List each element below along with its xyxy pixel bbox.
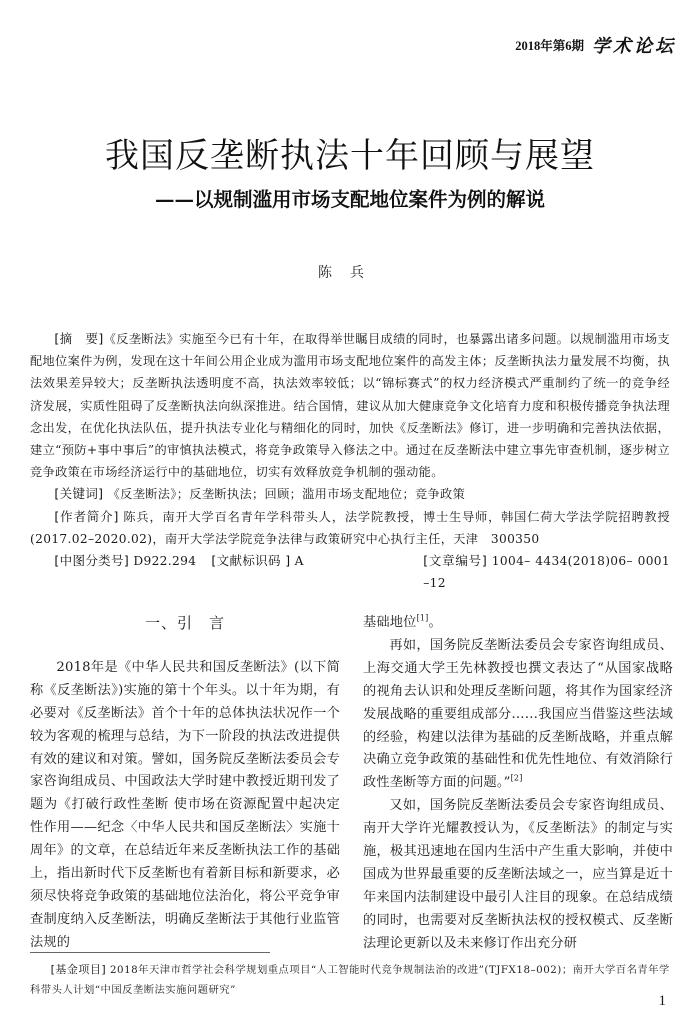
section-heading: 一、引 言 — [144, 614, 225, 632]
clc-value: D922.294 — [133, 554, 197, 569]
article-number-value: 1004– 4434(2018)06– 0001 –12 — [423, 554, 671, 591]
footnote — [30, 960, 670, 1000]
author-bio — [30, 506, 670, 550]
abstract — [30, 328, 670, 483]
continued-text-end: 。 — [428, 615, 442, 630]
funding-note — [30, 960, 670, 1000]
body-paragraph-continued — [363, 612, 673, 635]
funding-label: [基金项目] — [50, 963, 107, 976]
paragraph-text: 再如，国务院反垄断法委员会专家咨询组成员、上海交通大学王先林教授也撰文表达了“从国家战略的视角去认识和处理反垄断问题，将其作为国家经济发展战略的重要组成部分……我国应当借鉴这些法域的经验，构建以法律为基础的反垄断战略，并重点解决确立竞争政策的基础性和优先性地位、有效消除行政性垄断等方面的问题。” — [363, 637, 673, 791]
clc-label: [中图分类号] — [54, 553, 130, 569]
author-name: 陈兵 — [318, 265, 382, 281]
abstract-text: 《反垄断法》实施至今已有十年，在取得举世瞩目成绩的同时，也暴露出诸多问题。以规制滥用市场支配地位案件为例，发现在这十年间公用企业成为滥用市场支配地位案件的高发主体；反垄断执法力量发展不均衡，执法效果差异较大；反垄断执法透明度不高，执法效率较低；以“锦标赛式”的权力经济模式严重制约了统一的竞争经济发展，实质性阻碍了反垄断执法向纵深推进。结合国情，建议从加大健康竞争文化培育力度和积极传播竞争执法理念出发，在优化执法队伍，提升执法专业化与精细化的同时，加快《反垄断法》修订，进一步明确和完善执法依据，建立“预防+事中事后”的审慎执法模式，将竞争政策导入修法之中。通过在反垄断法中建立事先审查机制，逐步树立竞争政策在市场经济运行中的基础地位，切实有效释放竞争机制的强动能。 — [30, 332, 670, 480]
body-column-right — [363, 612, 673, 956]
continued-text: 基础地位 — [363, 615, 417, 630]
footnote-divider — [30, 952, 270, 953]
classification-row — [54, 550, 670, 594]
author-bio-label: [作者简介] — [54, 508, 119, 524]
clc-code — [54, 550, 211, 594]
body-paragraph: 又如，国务院反垄断法委员会专家咨询组成员、南开大学许光耀教授认为，《反垄断法》的制定与实施，极其迅速地在国内生活中产生重大影响，并使中国成为世界最重要的反垄断法域之一，应当算是近十年来国内法制建设中最引人注目的现象。在总结成绩的同时，也需要对反垄断执法权的授权模式、反垄断法理论更新以及未来修订作出充分研 — [363, 798, 673, 951]
document-code-value: A — [294, 554, 304, 569]
body-column-left — [30, 612, 340, 955]
keywords — [30, 483, 670, 505]
body-paragraph — [363, 635, 673, 795]
document-code-label: [文献标识码 ] — [211, 553, 291, 569]
funding-text: 2018年天津市哲学社会科学规划重点项目“人工智能时代竞争规制法治的改进”(TJFX18–002)；南开大学百名青年学科带头人计划“中国反垄断法实施问题研究” — [30, 964, 670, 996]
article-subtitle: ——以规制滥用市场支配地位案件为例的解说 — [154, 188, 545, 211]
body-paragraph: 2018年是《中华人民共和国反垄断法》(以下简称《反垄断法》)实施的第十个年头。以十年为期，有必要对《反垄断法》首个十年的总体执法状况作一个较为客观的梳理与总结，为下一阶段的执法改进提供有效的建议和对策。譬如，国务院反垄断法委员会专家咨询组成员、中国政法大学时建中教授近期刊发了题为《打破行政性垄断 使市场在资源配置中起决定性作用——纪念〈中华人民共和国反垄断法〉实施十周年》的文章，在总结近年来反垄断执法工作的基础上，指出新时代下反垄断也有着新目标和新要求，必须尽快将竞争政策的基础地位法治化，将公平竞争审查制度纳入反垄断法，明确反垄断法于其他行业监管法规的 — [30, 659, 340, 950]
abstract-label: [摘 要] — [54, 331, 104, 346]
issue-number: 2018年第6期 — [515, 39, 584, 53]
citation-ref: [2] — [510, 773, 523, 783]
article-title: 我国反垄断执法十年回顾与展望 — [105, 136, 595, 176]
keywords-label: [关键词] — [54, 486, 104, 502]
page-number: 1 — [658, 993, 666, 1009]
article-number-label: [文章编号] — [423, 553, 488, 569]
article-number — [423, 550, 670, 594]
running-header — [515, 32, 676, 58]
author-bio-text: 陈兵，南开大学百名青年学科带头人，法学院教授，博士生导师，韩国仁荷大学法学院招聘教授(2017.02–2020.02)，南开大学法学院竞争法律与政策研究中心执行主任，天津 300350 — [30, 509, 670, 546]
front-matter — [30, 328, 670, 594]
document-code — [211, 550, 423, 594]
journal-name: 学术论坛 — [592, 36, 676, 57]
keywords-text: 《反垄断法》；反垄断执法；回顾；滥用市场支配地位；竞争政策 — [107, 487, 466, 502]
citation-ref: [1] — [416, 613, 429, 623]
